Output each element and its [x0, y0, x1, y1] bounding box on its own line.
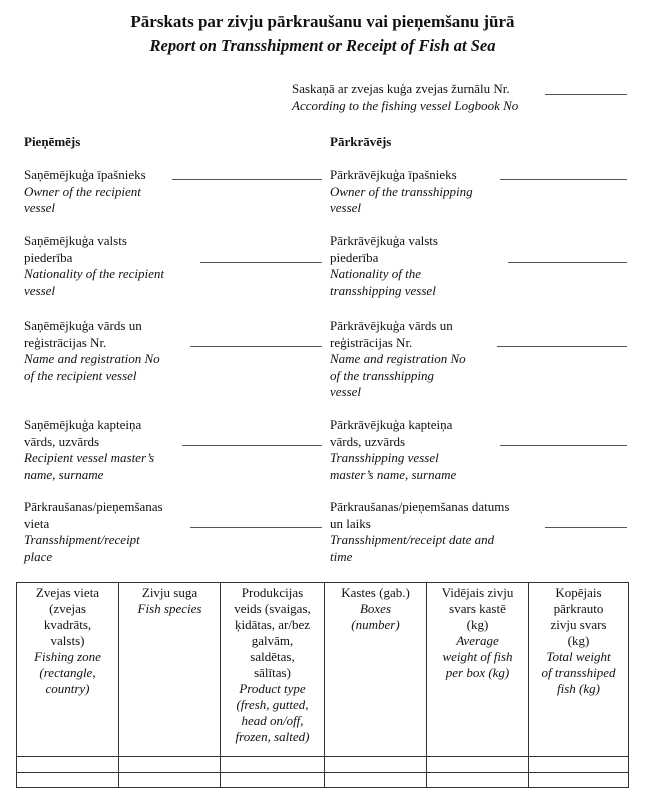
transshipper-name-en1: Name and registration No: [330, 351, 466, 366]
transshipper-nationality-lv2: piederība: [330, 249, 379, 265]
table-header-row: [17, 583, 629, 757]
recipient-owner-field[interactable]: [172, 179, 322, 180]
table-cell[interactable]: [221, 757, 325, 772]
col-total-weight: [529, 583, 629, 757]
col-product-type-lv6: sālītas): [254, 665, 291, 680]
col-product-type-lv4: galvām,: [251, 633, 294, 648]
col-fishing-zone-lv4: valsts): [50, 633, 85, 648]
recipient-heading: Pieņēmējs: [24, 134, 81, 149]
logbook-label-lv: Saskaņā ar zvejas kuģa zvejas žurnālu Nr.: [292, 81, 510, 96]
col-fish-species-en1: Fish species: [137, 601, 202, 616]
recipient-nationality-lv2: piederība: [24, 249, 73, 265]
recipient-master-en2: name, surname: [24, 466, 104, 482]
recipient-name-label: [24, 318, 194, 384]
logbook-number-field[interactable]: [545, 94, 627, 95]
transshipment-place-field[interactable]: [190, 527, 322, 528]
transshipment-date-en1: Transshipment/receipt date and: [330, 532, 495, 547]
col-product-type-lv2: veids (svaigas,: [234, 601, 311, 616]
col-total-weight-en3: fish (kg): [557, 681, 600, 696]
transshipment-date-label: [330, 499, 540, 565]
table-row: [17, 772, 629, 787]
col-fishing-zone-en1: Fishing zone: [34, 649, 101, 664]
table-cell[interactable]: [119, 772, 221, 787]
table-cell[interactable]: [325, 772, 427, 787]
table-row: [17, 757, 629, 772]
transshipment-place-lv2: vieta: [24, 515, 50, 531]
recipient-owner-label: [24, 167, 194, 217]
transshipment-date-en2: time: [330, 548, 353, 564]
table-cell[interactable]: [17, 772, 119, 787]
col-product-type: [221, 583, 325, 757]
transshipment-place-label: [24, 499, 194, 565]
col-product-type-lv5: saldētas,: [250, 649, 295, 664]
table-cell[interactable]: [325, 757, 427, 772]
table-cell[interactable]: [529, 757, 629, 772]
col-fish-species-lv1: Zivju suga: [141, 585, 198, 600]
col-product-type-en3: head on/off,: [241, 713, 304, 728]
recipient-nationality-en1: Nationality of the recipient: [24, 266, 164, 281]
col-total-weight-en1: Total weight: [546, 649, 611, 664]
transshipper-master-lv2: vārds, uzvārds: [330, 433, 406, 449]
table-cell[interactable]: [529, 772, 629, 787]
transshipper-name-lv1: Pārkrāvējkuģa vārds un: [330, 318, 453, 333]
recipient-name-field[interactable]: [190, 346, 322, 347]
transshipper-nationality-lv1: Pārkrāvējkuģa valsts: [330, 233, 438, 248]
logbook-label: [292, 81, 518, 114]
table-cell[interactable]: [119, 757, 221, 772]
transshipper-name-field[interactable]: [497, 346, 627, 347]
transshipment-date-lv1: Pārkraušanas/pieņemšanas datums: [330, 499, 510, 514]
recipient-master-label: [24, 417, 194, 483]
transshipper-master-lv1: Pārkrāvējkuģa kapteiņa: [330, 417, 453, 432]
table-cell[interactable]: [17, 757, 119, 772]
recipient-nationality-lv1: Saņēmējkuģa valsts: [24, 233, 127, 248]
recipient-owner-en2: vessel: [24, 200, 56, 215]
transshipper-nationality-field[interactable]: [508, 262, 627, 263]
col-boxes-en1: Boxes: [359, 601, 392, 616]
col-total-weight-en2: of transshiped: [541, 665, 616, 680]
col-fishing-zone-en2: (rectangle,: [39, 665, 96, 680]
table-cell[interactable]: [427, 772, 529, 787]
col-fish-species: [119, 583, 221, 757]
col-fishing-zone: [17, 583, 119, 757]
title-english: Report on Transshipment or Receipt of Fish at Sea: [149, 36, 496, 55]
transshipment-place-en2: place: [24, 548, 53, 564]
transshipper-owner-en2: vessel: [330, 200, 362, 215]
col-average-weight-lv2: svars kastē: [449, 601, 506, 616]
transshipper-master-en2: master’s name, surname: [330, 466, 457, 482]
transshipper-nationality-en1: Nationality of the: [330, 266, 421, 281]
logbook-label-en: According to the fishing vessel Logbook No: [292, 97, 519, 113]
transshipper-heading: Pārkrāvējs: [330, 134, 392, 149]
col-total-weight-lv4: (kg): [567, 633, 590, 648]
recipient-nationality-en2: vessel: [24, 282, 56, 298]
transshipper-owner-lv: Pārkrāvējkuģa īpašnieks: [330, 167, 457, 182]
col-fishing-zone-lv1: Zvejas vieta: [35, 585, 100, 600]
transshipper-owner-field[interactable]: [500, 179, 627, 180]
catch-table: [16, 582, 629, 788]
table-cell[interactable]: [221, 772, 325, 787]
col-average-weight-lv1: Vidējais zivju: [441, 585, 514, 600]
recipient-master-lv2: vārds, uzvārds: [24, 433, 100, 449]
table-cell[interactable]: [427, 757, 529, 772]
transshipper-master-field[interactable]: [500, 445, 627, 446]
transshipper-owner-label: [330, 167, 510, 217]
transshipment-date-lv2: un laiks: [330, 515, 371, 531]
transshipper-name-en2: of the transshipping: [330, 367, 435, 383]
recipient-nationality-label: [24, 233, 194, 299]
col-total-weight-lv1: Kopējais: [555, 585, 602, 600]
transshipper-nationality-en2: transshipping vessel: [330, 282, 436, 298]
transshipment-place-en1: Transshipment/receipt: [24, 532, 140, 547]
transshipper-name-en3: vessel: [330, 384, 362, 399]
col-total-weight-lv2: pārkrauto: [553, 601, 604, 616]
transshipment-place-lv1: Pārkraušanas/pieņemšanas: [24, 499, 163, 514]
transshipper-nationality-label: [330, 233, 510, 299]
recipient-nationality-field[interactable]: [200, 262, 322, 263]
col-boxes-lv1: Kastes (gab.): [341, 585, 410, 600]
recipient-owner-lv: Saņēmējkuģa īpašnieks: [24, 167, 146, 182]
col-fishing-zone-lv2: (zvejas: [49, 601, 86, 616]
col-product-type-lv1: Produkcijas: [241, 585, 304, 600]
transshipper-master-label: [330, 417, 510, 483]
col-boxes-en2: (number): [351, 617, 400, 632]
recipient-master-lv1: Saņēmējkuģa kapteiņa: [24, 417, 142, 432]
transshipper-owner-en1: Owner of the transshipping: [330, 183, 473, 199]
recipient-owner-en1: Owner of the recipient: [24, 183, 141, 199]
col-boxes: [325, 583, 427, 757]
col-total-weight-lv3: zivju svars: [550, 617, 607, 632]
col-average-weight-en2: weight of fish: [442, 649, 513, 664]
transshipper-name-label: [330, 318, 510, 401]
col-average-weight-en1: Average: [456, 633, 499, 648]
recipient-name-lv2: reģistrācijas Nr.: [24, 334, 107, 350]
recipient-master-field[interactable]: [182, 445, 322, 446]
recipient-master-en1: Recipient vessel master’s: [24, 450, 155, 465]
transshipper-name-lv2: reģistrācijas Nr.: [330, 334, 413, 350]
col-average-weight: [427, 583, 529, 757]
title-latvian: Pārskats par zivju pārkraušanu vai pieņemšanu jūrā: [130, 12, 515, 31]
col-average-weight-en3: per box (kg): [445, 665, 510, 680]
col-average-weight-lv3: (kg): [466, 617, 489, 632]
col-product-type-en4: frozen, salted): [235, 729, 310, 744]
recipient-name-en2: of the recipient vessel: [24, 367, 137, 383]
col-fishing-zone-en3: country): [45, 681, 90, 696]
transshipper-master-en1: Transshipping vessel: [330, 450, 439, 465]
recipient-name-en1: Name and registration No: [24, 351, 160, 366]
col-product-type-en1: Product type: [239, 681, 306, 696]
col-product-type-lv3: ķidātas, ar/bez: [234, 617, 311, 632]
col-fishing-zone-lv3: kvadrāts,: [43, 617, 92, 632]
transshipment-date-field[interactable]: [545, 527, 627, 528]
col-product-type-en2: (fresh, gutted,: [236, 697, 309, 712]
recipient-name-lv1: Saņēmējkuģa vārds un: [24, 318, 142, 333]
